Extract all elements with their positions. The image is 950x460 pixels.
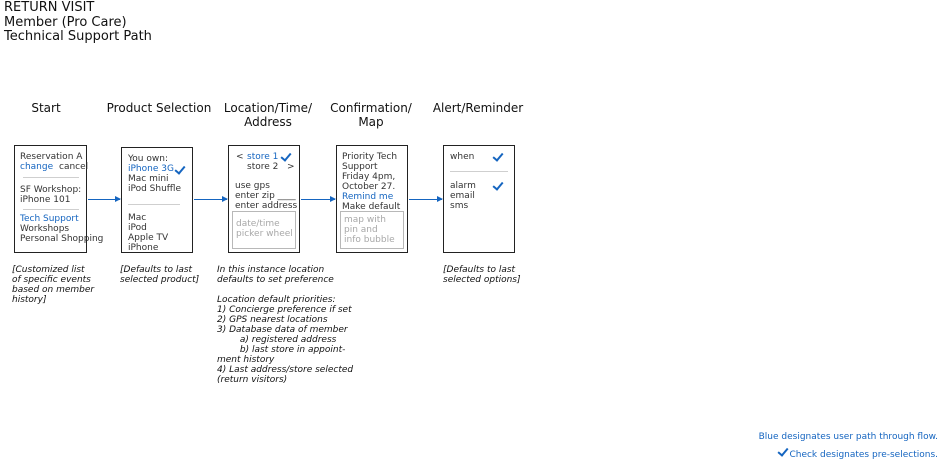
note-line: 3) Database data of member bbox=[217, 325, 348, 335]
when-option[interactable]: when bbox=[450, 152, 475, 162]
check-icon bbox=[280, 150, 291, 162]
cancel-link[interactable]: cancel bbox=[59, 162, 89, 172]
make-default-link[interactable]: Make default bbox=[342, 202, 401, 212]
product-mac-mini[interactable]: Mac mini bbox=[128, 174, 169, 184]
note-line bbox=[217, 285, 353, 295]
picker-label-line-1: date/time bbox=[236, 219, 280, 229]
workshop-label: SF Workshop: bbox=[20, 185, 82, 195]
product-ipod[interactable]: iPod bbox=[128, 223, 147, 233]
enter-address-field[interactable]: enter address bbox=[235, 201, 298, 211]
date-time-picker[interactable] bbox=[232, 211, 296, 249]
confirmation-line-3: Friday 4pm, bbox=[342, 172, 396, 182]
location-time-screen bbox=[228, 145, 300, 253]
map-label-line-3: info bubble bbox=[344, 235, 395, 245]
note-line: [Defaults to last bbox=[120, 265, 193, 275]
note-product bbox=[120, 265, 199, 285]
column-title-product-selection: Product Selection bbox=[106, 101, 212, 115]
column-title-confirmation-line-1: Confirmation/ bbox=[330, 101, 412, 115]
note-line: defaults to set preference bbox=[217, 275, 334, 285]
remind-me-link[interactable]: Remind me bbox=[342, 192, 394, 202]
legend-blue-path: Blue designates user path through flow. bbox=[758, 432, 938, 442]
page-title-line-2: Member (Pro Care) bbox=[4, 15, 127, 30]
note-line: 4) Last address/store selected bbox=[217, 365, 354, 375]
product-mac[interactable]: Mac bbox=[128, 213, 147, 223]
flow-arrow bbox=[301, 199, 335, 200]
note-line: selected options] bbox=[443, 275, 521, 285]
tech-support-option[interactable]: Tech Support bbox=[20, 214, 79, 224]
alarm-option[interactable]: alarm bbox=[450, 181, 476, 191]
use-gps-option[interactable]: use gps bbox=[235, 181, 270, 191]
note-alert bbox=[443, 265, 521, 285]
note-line: 1) Concierge preference if set bbox=[217, 305, 352, 315]
column-title-location-line-2: Address bbox=[244, 115, 292, 129]
legend-check bbox=[780, 447, 938, 460]
page-title-line-3: Technical Support Path bbox=[4, 29, 152, 44]
divider bbox=[23, 177, 79, 178]
note-line: [Customized list bbox=[12, 265, 85, 275]
divider bbox=[128, 204, 180, 205]
note-line: In this instance location bbox=[217, 265, 325, 275]
note-line: 2) GPS nearest locations bbox=[217, 315, 328, 325]
you-own-label: You own: bbox=[128, 154, 168, 164]
check-icon bbox=[174, 163, 185, 175]
confirmation-line-1: Priority Tech bbox=[342, 152, 398, 162]
note-line: ment history bbox=[217, 355, 275, 365]
personal-shopping-option[interactable]: Personal Shopping bbox=[20, 234, 104, 244]
note-line: selected product] bbox=[120, 275, 200, 285]
note-start bbox=[12, 265, 94, 305]
flow-arrow bbox=[194, 199, 227, 200]
divider bbox=[23, 209, 79, 210]
note-line: b) last store in appoint- bbox=[217, 345, 346, 355]
note-location bbox=[217, 265, 353, 385]
reservation-label: Reservation A bbox=[20, 152, 83, 162]
change-link[interactable]: change bbox=[20, 162, 54, 172]
check-icon bbox=[492, 179, 503, 191]
note-line: [Defaults to last bbox=[443, 265, 516, 275]
note-line: of specific events bbox=[12, 275, 91, 285]
product-ipod-shuffle[interactable]: iPod Shuffle bbox=[128, 184, 182, 194]
flow-arrow bbox=[88, 199, 120, 200]
note-line: based on member bbox=[12, 285, 95, 295]
column-title-confirmation-line-2: Map bbox=[358, 115, 384, 129]
flow-arrow bbox=[409, 199, 442, 200]
note-line: (return visitors) bbox=[217, 375, 288, 385]
map-panel[interactable] bbox=[340, 211, 404, 249]
start-screen bbox=[14, 145, 104, 253]
previous-store-arrow[interactable]: < bbox=[236, 152, 244, 162]
confirmation-line-4: October 27. bbox=[342, 182, 396, 192]
workshop-name: iPhone 101 bbox=[20, 195, 71, 205]
confirmation-screen bbox=[336, 145, 408, 253]
store-1-option[interactable]: store 1 bbox=[247, 152, 279, 162]
enter-zip-field[interactable]: enter zip ____ bbox=[235, 191, 296, 201]
page-title-line-1: RETURN VISIT bbox=[4, 0, 95, 15]
next-store-arrow[interactable]: > bbox=[287, 162, 295, 172]
map-label-line-2: pin and bbox=[344, 225, 378, 235]
column-title-location-line-1: Location/Time/ bbox=[223, 101, 313, 115]
alert-reminder-screen bbox=[443, 145, 515, 253]
note-line: a) registered address bbox=[217, 335, 337, 345]
product-selection-screen bbox=[121, 147, 193, 253]
legend-check-label: Check designates pre-selections. bbox=[789, 450, 938, 460]
divider bbox=[450, 171, 508, 172]
map-label-line-1: map with bbox=[344, 215, 386, 225]
email-option[interactable]: email bbox=[450, 191, 475, 201]
picker-label-line-2: picker wheel bbox=[236, 229, 293, 239]
sms-option[interactable]: sms bbox=[450, 201, 469, 211]
note-line: Location default priorities: bbox=[217, 295, 336, 305]
column-title-start: Start bbox=[31, 101, 61, 115]
workshops-option[interactable]: Workshops bbox=[20, 224, 70, 234]
product-apple-tv[interactable]: Apple TV bbox=[128, 233, 169, 243]
product-iphone[interactable]: iPhone bbox=[128, 243, 159, 253]
check-icon bbox=[492, 150, 503, 162]
confirmation-line-2: Support bbox=[342, 162, 378, 172]
check-icon bbox=[778, 445, 789, 457]
column-title-alert: Alert/Reminder bbox=[432, 101, 524, 115]
store-2-option[interactable]: store 2 bbox=[247, 162, 279, 172]
product-iphone-3g[interactable]: iPhone 3G bbox=[128, 164, 174, 174]
note-line: history] bbox=[12, 295, 47, 305]
